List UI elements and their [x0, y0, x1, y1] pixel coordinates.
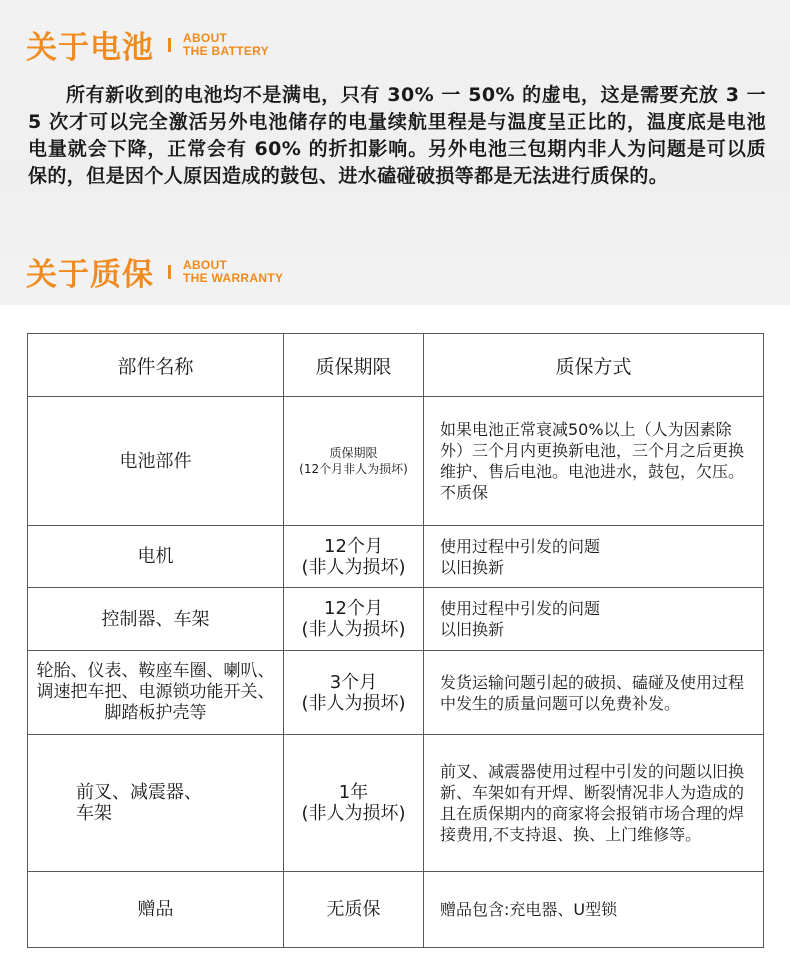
warranty-table	[27, 333, 764, 948]
cell-period: 12个月 (非人为损坏)	[284, 526, 424, 588]
cell-method: 使用过程中引发的问题 以旧换新	[424, 588, 764, 651]
header-divider-bar	[168, 38, 171, 52]
cell-period: 质保期限 (12个月非人为损坏)	[284, 397, 424, 526]
cell-part: 控制器、车架	[28, 588, 284, 651]
battery-section-header	[26, 22, 269, 67]
header-part-name: 部件名称	[28, 334, 284, 397]
table-row	[28, 872, 764, 948]
header-warranty-period: 质保期限	[284, 334, 424, 397]
cell-part: 电池部件	[28, 397, 284, 526]
battery-info-paragraph: 所有新收到的电池均不是满电，只有 30% 一 50% 的虚电，这是需要充放 3 一 5 次才可以完全激活另外电池储存的电量续航里程是与温度呈正比的，温度底是电池电量就会下降，正常会有 60% 的折扣影响。另外电池三包期内非人为问题是可以质保的，但是因个人原因造成的鼓包、进水磕碰破损等都是无法进行质保的。	[28, 84, 766, 187]
warranty-section-header	[26, 249, 283, 294]
battery-section-subtitle-en: ABOUT THE BATTERY	[183, 30, 269, 58]
battery-section-title: 关于电池	[26, 30, 154, 66]
table-row	[28, 397, 764, 526]
header-warranty-method: 质保方式	[424, 334, 764, 397]
cell-part: 电机	[28, 526, 284, 588]
table-row	[28, 651, 764, 735]
cell-method: 前叉、减震器使用过程中引发的问题以旧换新、车架如有开焊、断裂情况非人为造成的且在质保期内的商家将会报销市场合理的焊接费用,不支持退、换、上门维修等。	[424, 735, 764, 872]
cell-period: 1年 (非人为损坏)	[284, 735, 424, 872]
cell-part: 赠品	[28, 872, 284, 948]
cell-method: 发货运输问题引起的破损、磕碰及使用过程中发生的质量问题可以免费补发。	[424, 651, 764, 735]
cell-method: 赠品包含:充电器、U型锁	[424, 872, 764, 948]
cell-period: 12个月 (非人为损坏)	[284, 588, 424, 651]
table-row	[28, 526, 764, 588]
table-row	[28, 735, 764, 872]
cell-period: 无质保	[284, 872, 424, 948]
cell-method: 如果电池正常衰减50%以上（人为因素除外）三个月内更换新电池，三个月之后更换维护、售后电池。电池进水，鼓包，欠压。不质保	[424, 397, 764, 526]
cell-method: 使用过程中引发的问题 以旧换新	[424, 526, 764, 588]
table-header-row	[28, 334, 764, 397]
cell-part: 轮胎、仪表、鞍座车圈、喇叭、调速把车把、电源锁功能开关、脚踏板护壳等	[28, 651, 284, 735]
warranty-section-subtitle-en: ABOUT THE WARRANTY	[183, 257, 284, 285]
cell-period: 3个月 (非人为损坏)	[284, 651, 424, 735]
warranty-section-title: 关于质保	[26, 257, 154, 293]
cell-part: 前叉、减震器、 车架	[28, 735, 284, 872]
header-divider-bar	[168, 265, 171, 279]
table-row	[28, 588, 764, 651]
